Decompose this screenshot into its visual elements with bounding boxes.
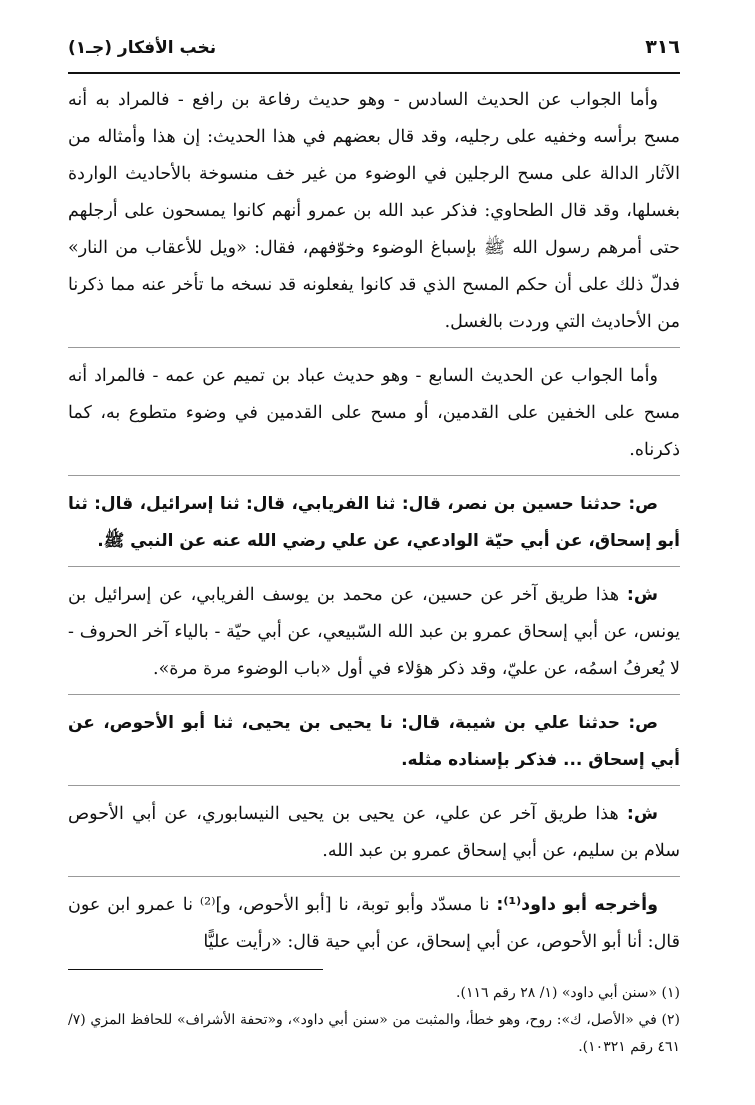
paragraph-lead: وأخرجه أبو داود⁽¹⁾: (496, 895, 658, 915)
paragraph-narration (68, 705, 680, 779)
paragraph-lead: ص: (628, 494, 658, 514)
divider (68, 785, 680, 786)
paragraph-commentary (68, 796, 680, 870)
paragraph-text: نا مسدّد وأبو توبة، نا [أبو الأحوص، و]⁽²⁾ نا عمرو ابن عون قال: أنا أبو الأحوص، عن أبي إسحاق، عن أبي حية قال: «رأيت عليًّا (68, 895, 680, 952)
paragraph-lead: ش: (626, 804, 658, 824)
running-header (68, 36, 680, 74)
paragraph-lead: ش: (626, 585, 658, 605)
paragraph-text: حدثنا حسين بن نصر، قال: ثنا الفريابي، قال: ثنا إسرائيل، قال: ثنا أبو إسحاق، عن أبي حيّة الوادعي، عن علي رضي الله عنه عن النبي ﷺ. (68, 494, 680, 551)
footnote: (١) «سنن أبي داود» (١/ ٢٨ رقم ١١٦). (456, 985, 680, 1001)
paragraph-commentary (68, 358, 680, 469)
footnote-rule (68, 969, 323, 970)
paragraph-text: وأما الجواب عن الحديث السادس - وهو حديث رفاعة بن رافع - فالمراد به أنه مسح برأسه وخفيه على رجليه، وقد قال بعضهم في هذا الحديث: إن هذا وأمثاله من الآثار الدالة على مسح الرجلين في الوضوء من غير خف منسوخة بالأحاديث الواردة بغسلها، وقد قال الطحاوي: فذكر عبد الله بن عمرو أنهم كانوا يمسحون على أرجلهم حتى أمرهم رسول الله ﷺ بإسباغ الوضوء وخوّفهم، فقال: «ويل للأعقاب من النار» فدلّ ذلك على أن حكم المسح الذي قد كانوا يفعلونه قد نسخه ما تأخر عنه مما ذكرنا من الأحاديث التي وردت بالغسل. (68, 90, 680, 332)
paragraph-commentary (68, 887, 680, 961)
footnote: (٢) في «الأصل، ك»: روح، وهو خطأ، والمثبت من «سنن أبي داود»، و«تحفة الأشراف» للحافظ المزي (٧/ ٤٦١ رقم ١٠٣٢١). (68, 1012, 680, 1055)
book-title: نخب الأفكار (جـ١) (68, 38, 217, 58)
divider (68, 876, 680, 877)
paragraph-text: هذا طريق آخر عن حسين، عن محمد بن يوسف الفريابي، عن إسرائيل بن يونس، عن أبي إسحاق عمرو بن عبد الله السّبيعي، عن أبي حيّة - بالياء آخر الحروف - لا يُعرفُ اسمُه، عن عليّ، وقد ذكر هؤلاء في أول «باب الوضوء مرة مرة». (68, 585, 680, 679)
paragraph-text: حدثنا علي بن شيبة، قال: نا يحيى بن يحيى، ثنا أبو الأحوص، عن أبي إسحاق ... فذكر بإسناده مثله. (68, 713, 680, 770)
page-number: ٣١٦ (645, 36, 680, 58)
paragraph-text: هذا طريق آخر عن علي، عن يحيى بن يحيى النيسابوري، عن أبي الأحوص سلام بن سليم، عن أبي إسحاق عمرو بن عبد الله. (68, 804, 680, 861)
paragraph-commentary (68, 82, 680, 341)
divider (68, 475, 680, 476)
paragraph-narration (68, 486, 680, 560)
footnotes (68, 980, 680, 1061)
divider (68, 694, 680, 695)
divider (68, 566, 680, 567)
paragraph-text: وأما الجواب عن الحديث السابع - وهو حديث عباد بن تميم عن عمه - فالمراد أنه مسح على الخفين على القدمين، أو مسح على القدمين في وضوء متطوع به، كما ذكرناه. (68, 366, 680, 460)
paragraph-lead: ص: (628, 713, 658, 733)
paragraph-commentary (68, 577, 680, 688)
page-body (68, 82, 680, 961)
divider (68, 347, 680, 348)
